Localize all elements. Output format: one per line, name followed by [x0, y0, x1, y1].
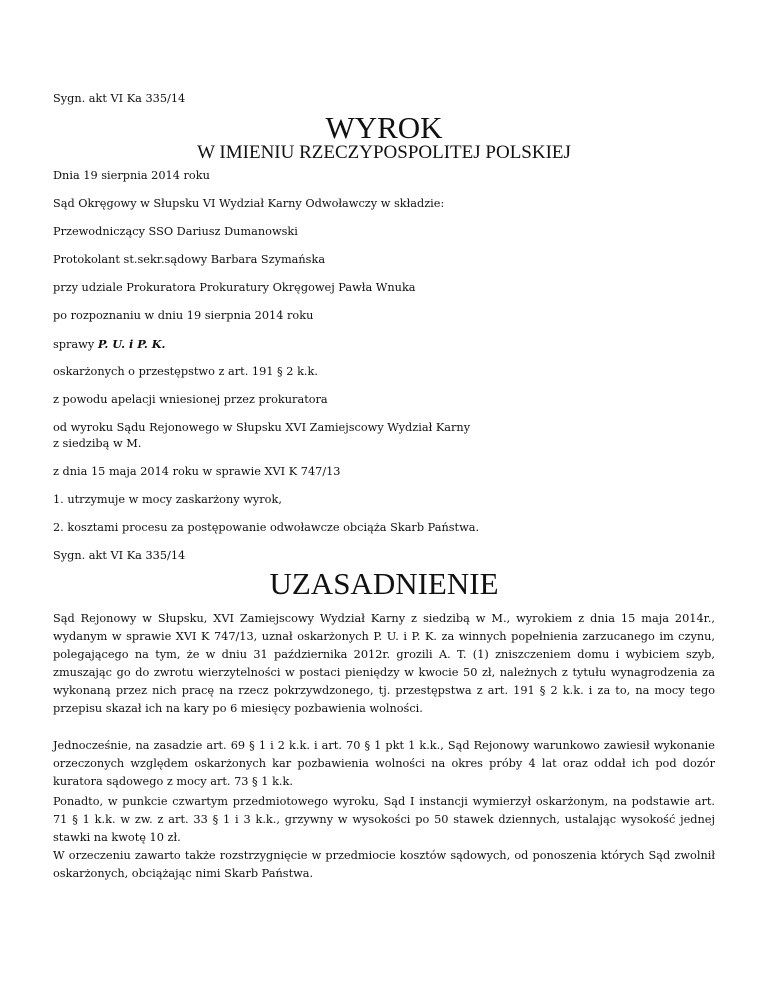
- appeal-line: z powodu apelacji wniesionej przez prokuratora: [53, 393, 328, 406]
- case-reference-top: Sygn. akt VI Ka 335/14: [53, 92, 186, 105]
- prosecutor-line: przy udziale Prokuratora Prokuratury Okręgowej Pawła Wnuka: [53, 281, 416, 294]
- court-line: Sąd Okręgowy w Słupsku VI Wydział Karny Odwoławczy w składzie:: [53, 197, 445, 210]
- presiding-judge-line: Przewodniczący SSO Dariusz Dumanowski: [53, 225, 298, 238]
- accused-names: P. U. i P. K.: [97, 337, 166, 351]
- hearing-date-line: po rozpoznaniu w dniu 19 sierpnia 2014 roku: [53, 309, 314, 322]
- lower-court-seat-line: z siedzibą w M.: [53, 437, 142, 450]
- case-prefix: sprawy: [53, 338, 98, 351]
- justification-title: UZASADNIENIE: [269, 566, 499, 601]
- clerk-line: Protokolant st.sekr.sądowy Barbara Szymańska: [53, 253, 326, 266]
- justification-paragraph: Sąd Rejonowy w Słupsku, XVI Zamiejscowy Wydział Karny z siedzibą w M., wyrokiem z dnia 15 maja 2014r., wydanym w sprawie XVI K 747/13, uznał oskarżonych P. U. i P. K. za winnych popełnienia zarzucanego im czynu, polegającego na tym, że w dniu 31 października 2012r. grozili A. T. (1) zniszczeniem domu i wybiciem szyb, zmuszając go do zwrotu wierzytelności w postaci pieniędzy w kwocie 50 zł, należnych z tytułu wynagrodzenia za wykonaną przez nich pracę na rzecz pokrzywdzonego, tj. przestępstwa z art. 191 § 2 k.k. i za to, na mocy tego przepisu skazał ich na kary po 6 miesięcy pozbawienia wolności.: [53, 612, 715, 715]
- judgment-subtitle: W IMIENIU RZECZYPOSPOLITEJ POLSKIEJ: [197, 142, 571, 163]
- ruling-item: 1. utrzymuje w mocy zaskarżony wyrok,: [53, 493, 282, 506]
- case-reference-bottom: Sygn. akt VI Ka 335/14: [53, 549, 186, 562]
- justification-paragraph: Ponadto, w punkcie czwartym przedmiotowego wyroku, Sąd I instancji wymierzył oskarżonym, na podstawie art. 71 § 1 k.k. w zw. z art. 33 § 1 i 3 k.k., grzywny w wysokości po 50 stawek dziennych, ustalając wysokość jednej stawki na kwotę 10 zł.: [53, 795, 715, 844]
- judgment-title: WYROK: [325, 110, 443, 145]
- case-parties-line: [53, 336, 165, 353]
- date-line: Dnia 19 sierpnia 2014 roku: [53, 169, 210, 182]
- ruling-item: 2. kosztami procesu za postępowanie odwoławcze obciąża Skarb Państwa.: [53, 521, 480, 534]
- charge-line: oskarżonych o przestępstwo z art. 191 § 2 k.k.: [53, 365, 318, 378]
- justification-paragraph: W orzeczeniu zawarto także rozstrzygnięcie w przedmiocie kosztów sądowych, od ponoszenia których Sąd zwolnił oskarżonych, obciążając nimi Skarb Państwa.: [53, 849, 715, 880]
- lower-court-line: od wyroku Sądu Rejonowego w Słupsku XVI Zamiejscowy Wydział Karny: [53, 421, 471, 434]
- justification-paragraph: Jednocześnie, na zasadzie art. 69 § 1 i 2 k.k. i art. 70 § 1 pkt 1 k.k., Sąd Rejonowy warunkowo zawiesił wykonanie orzeczonych względem oskarżonych kar pozbawienia wolności na okres próby 4 lat oraz oddał ich pod dozór kuratora sądowego z mocy art. 73 § 1 k.k.: [53, 739, 715, 788]
- judgment-date-line: z dnia 15 maja 2014 roku w sprawie XVI K 747/13: [53, 465, 341, 478]
